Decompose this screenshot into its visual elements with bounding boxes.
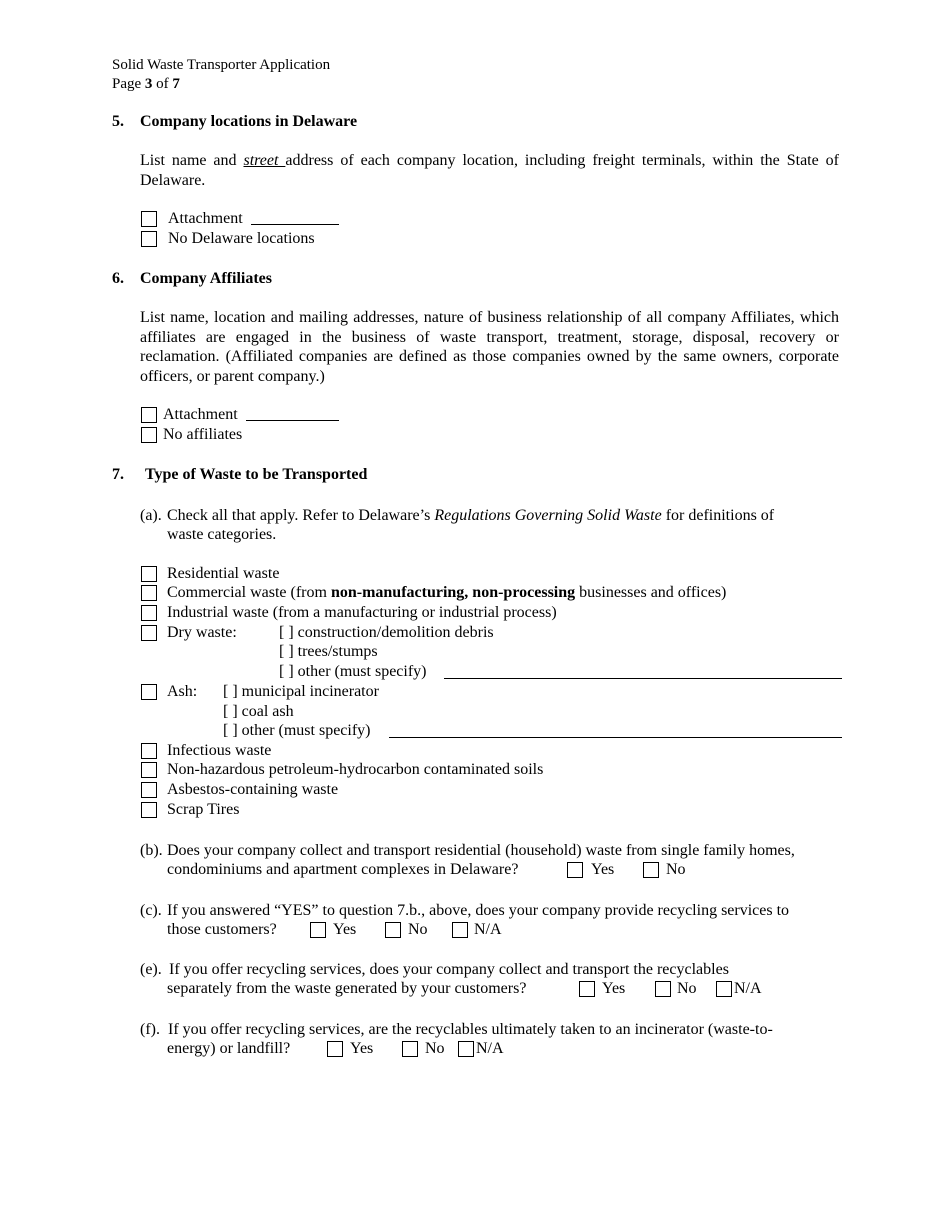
ash-label: Ash: (167, 683, 198, 700)
doc-title: Solid Waste Transporter Application (112, 57, 331, 73)
s7e-na-label: N/A (734, 980, 762, 997)
dry-option-other[interactable]: [ ] other (must specify) (279, 663, 427, 680)
s7f-question-line2: energy) or landfill? (167, 1040, 291, 1057)
s7c-yes-label: Yes (333, 921, 357, 938)
page-total: 7 (172, 76, 180, 92)
scrap-tires-label: Scrap Tires (167, 801, 240, 818)
s7b-yes-label: Yes (591, 861, 615, 878)
commercial-text-2: businesses and offices) (575, 584, 727, 601)
s7b-yes-checkbox[interactable] (567, 862, 583, 878)
petroleum-label: Non-hazardous petroleum-hydrocarbon contaminated soils (167, 761, 544, 778)
s5-no-locations-label: No Delaware locations (168, 230, 315, 247)
s7a-regulations-title: Regulations Governing Solid Waste (434, 507, 662, 524)
infectious-label: Infectious waste (167, 742, 272, 759)
s7a-label: (a). (140, 507, 162, 524)
s7e-na-checkbox[interactable] (716, 981, 732, 997)
s5-para-b: address of each company location, including freight terminals, within the State of Delaware. (140, 152, 840, 189)
dry-waste-checkbox[interactable] (141, 625, 157, 641)
asbestos-label: Asbestos-containing waste (167, 781, 339, 798)
dry-option-cd-debris[interactable]: [ ] construction/demolition debris (279, 624, 494, 641)
s7a-text-line2: waste categories. (167, 526, 277, 543)
s7e-no-label: No (677, 980, 697, 997)
scrap-tires-checkbox[interactable] (141, 802, 157, 818)
s7f-question-line1: If you offer recycling services, are the recyclables ultimately taken to an incinerator (waste-to- (168, 1021, 773, 1038)
industrial-checkbox[interactable] (141, 605, 157, 621)
s7c-no-label: No (408, 921, 428, 938)
s7e-no-checkbox[interactable] (655, 981, 671, 997)
s6-attachment-line[interactable] (246, 420, 339, 421)
s7c-label: (c). (140, 902, 162, 919)
section-6-number: 6. (112, 270, 124, 287)
s5-para-a: List name and (140, 152, 244, 169)
page-number: 3 (144, 76, 153, 92)
dry-option-trees[interactable]: [ ] trees/stumps (279, 643, 378, 660)
page-indicator (112, 74, 180, 94)
s7b-no-checkbox[interactable] (643, 862, 659, 878)
s5-attachment-line[interactable] (251, 224, 339, 225)
ash-other-specify-line[interactable] (389, 737, 842, 738)
s7f-na-label: N/A (476, 1040, 504, 1057)
s7e-label: (e). (140, 961, 162, 978)
ash-option-coal[interactable]: [ ] coal ash (223, 703, 294, 720)
ash-option-other[interactable]: [ ] other (must specify) (223, 722, 371, 739)
residential-checkbox[interactable] (141, 566, 157, 582)
section-6-instructions: List name, location and mailing addresses, nature of business relationship of all company Affiliates, which affiliates are engaged in the business of waste transport, treatment, storage, disposal, recovery or reclamation. (Affiliated companies are defined as those companies owned by the same owners, corporate officers, or parent company.) (140, 309, 839, 385)
s6-attachment-checkbox[interactable] (141, 407, 157, 423)
s7a-text-line1 (167, 506, 774, 526)
infectious-checkbox[interactable] (141, 743, 157, 759)
s5-no-locations-checkbox[interactable] (141, 231, 157, 247)
s5-attachment-checkbox[interactable] (141, 211, 157, 227)
s7c-question-line1: If you answered “YES” to question 7.b., above, does your company provide recycling services to (167, 902, 790, 919)
s6-attachment-label: Attachment (163, 406, 238, 423)
petroleum-checkbox[interactable] (141, 762, 157, 778)
ash-checkbox[interactable] (141, 684, 157, 700)
s7c-yes-checkbox[interactable] (310, 922, 326, 938)
s7c-question-line2: those customers? (167, 921, 277, 938)
s7e-yes-label: Yes (602, 980, 626, 997)
page-of: of (152, 76, 173, 92)
s7b-question-line2: condominiums and apartment complexes in Delaware? (167, 861, 519, 878)
s7e-question-line1: If you offer recycling services, does your company collect and transport the recyclables (169, 961, 729, 978)
s6-no-affiliates-label: No affiliates (163, 426, 243, 443)
industrial-label: Industrial waste (from a manufacturing or industrial process) (167, 604, 557, 621)
s7b-no-label: No (666, 861, 686, 878)
s7a-text-2: for definitions of (661, 507, 775, 524)
s7e-question-line2: separately from the waste generated by your customers? (167, 980, 527, 997)
s5-para-street: street (243, 152, 286, 169)
ash-option-municipal[interactable]: [ ] municipal incinerator (223, 683, 379, 700)
s7c-na-label: N/A (474, 921, 502, 938)
commercial-text-1: Commercial waste (from (167, 584, 331, 601)
section-5-instructions (140, 151, 839, 190)
s7f-yes-label: Yes (350, 1040, 374, 1057)
s7b-label: (b). (140, 842, 163, 859)
s7f-na-checkbox[interactable] (458, 1041, 474, 1057)
residential-label: Residential waste (167, 565, 280, 582)
section-7-title: Type of Waste to be Transported (145, 466, 368, 483)
s7c-na-checkbox[interactable] (452, 922, 468, 938)
commercial-text-bold: non-manufacturing, non-processing (330, 584, 576, 601)
s7f-no-checkbox[interactable] (402, 1041, 418, 1057)
s7f-label: (f). (140, 1021, 160, 1038)
asbestos-checkbox[interactable] (141, 782, 157, 798)
commercial-label (167, 583, 726, 603)
s7f-yes-checkbox[interactable] (327, 1041, 343, 1057)
dry-other-specify-line[interactable] (444, 678, 842, 679)
section-7-number: 7. (112, 466, 124, 483)
page-prefix: Page (112, 76, 145, 92)
s7c-no-checkbox[interactable] (385, 922, 401, 938)
commercial-checkbox[interactable] (141, 585, 157, 601)
section-5-number: 5. (112, 113, 124, 130)
s5-attachment-label: Attachment (168, 210, 243, 227)
s7a-text-1: Check all that apply. Refer to Delaware’s (167, 507, 435, 524)
section-6-title: Company Affiliates (140, 270, 272, 287)
dry-waste-label: Dry waste: (167, 624, 237, 641)
s7b-question-line1: Does your company collect and transport residential (household) waste from single family homes, (167, 842, 795, 859)
s6-no-affiliates-checkbox[interactable] (141, 427, 157, 443)
s7f-no-label: No (425, 1040, 445, 1057)
section-5-title: Company locations in Delaware (140, 113, 358, 130)
s7e-yes-checkbox[interactable] (579, 981, 595, 997)
